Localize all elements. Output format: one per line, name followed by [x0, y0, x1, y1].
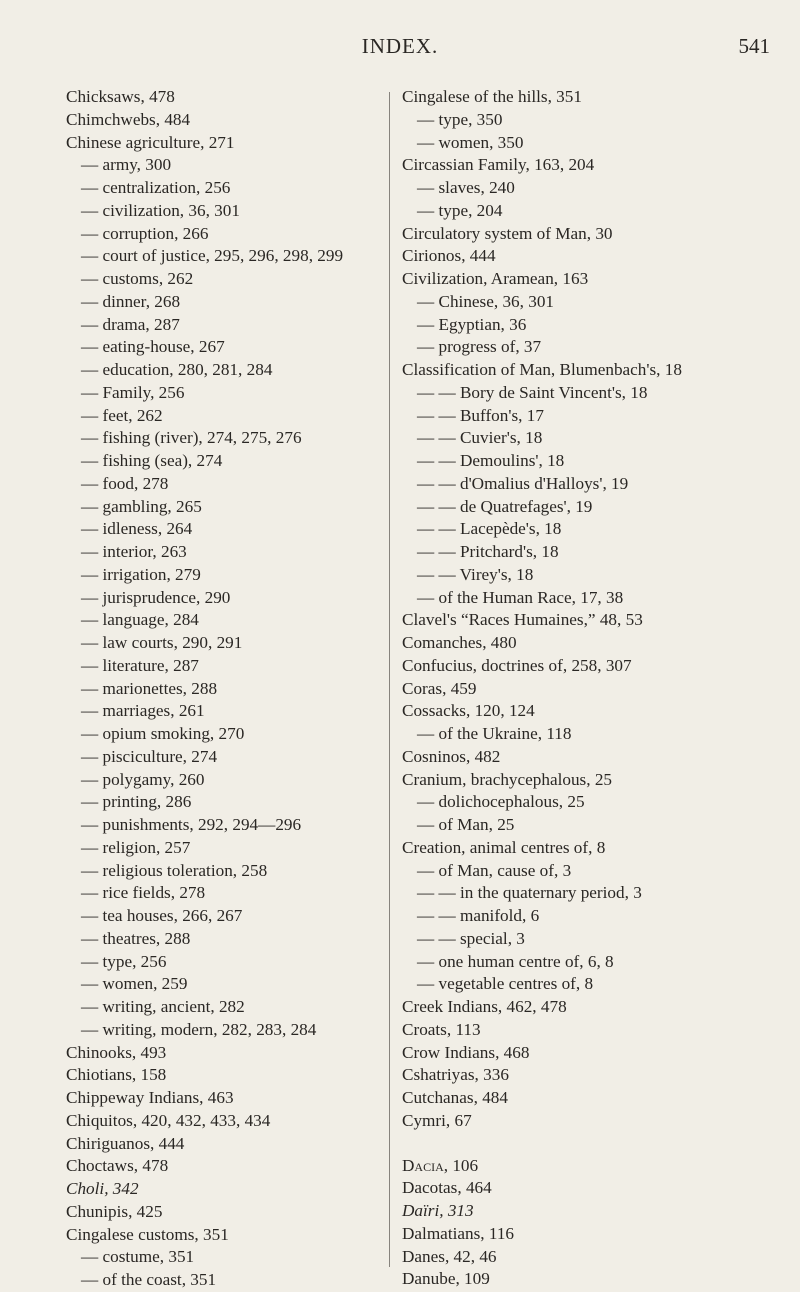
index-subentry: — law courts, 290, 291	[81, 633, 243, 652]
index-subentry: — dolichocephalous, 25	[417, 792, 585, 812]
index-subentry: — type, 256	[81, 951, 167, 971]
index-subentry: — customs, 262	[81, 269, 194, 288]
index-entry: Classification of Man, Blumenbach's, 18	[402, 360, 682, 379]
index-entry: Chinese agriculture, 271	[66, 132, 235, 152]
index-entry: Crow Indians, 468	[402, 1042, 530, 1062]
index-subentry: — religion, 257	[81, 837, 191, 857]
index-subentry: — one human centre of, 6, 8	[417, 951, 614, 971]
index-entry: Dalmatians, 116	[402, 1223, 515, 1243]
index-entry: Chimchwebs, 484	[66, 109, 191, 129]
index-entry: Confucius, doctrines of, 258, 307	[402, 655, 632, 675]
index-entry: Chinooks, 493	[66, 1042, 167, 1062]
index-subentry: — women, 259	[81, 974, 188, 994]
index-entry: Coras, 459	[402, 678, 477, 698]
index-subentry: — army, 300	[81, 155, 172, 175]
index-subentry: — Family, 256	[81, 382, 185, 402]
index-entry: Cymri, 67	[402, 1110, 472, 1130]
index-subentry: — of the Ukraine, 118	[417, 724, 572, 743]
index-subentry: — eating-house, 267	[81, 337, 225, 357]
index-subentry: — women, 350	[417, 132, 524, 152]
index-entry: Clavel's “Races Humaines,” 48, 53	[402, 610, 643, 630]
index-subentry: — education, 280, 281, 284	[81, 360, 273, 379]
index-entry: Cossacks, 120, 124	[402, 701, 535, 721]
index-subentry: — of Man, 25	[417, 815, 515, 834]
index-subentry: — writing, ancient, 282	[81, 997, 245, 1016]
left-index-column	[66, 86, 384, 1292]
index-subentry: — — Demoulins', 18	[417, 451, 565, 470]
index-subentry: — language, 284	[81, 610, 199, 630]
index-entry: Cingalese of the hills, 351	[402, 87, 582, 106]
index-subentry: — — Bory de Saint Vincent's, 18	[417, 382, 648, 402]
index-subentry: — fishing (river), 274, 275, 276	[81, 428, 302, 448]
index-entry: Comanches, 480	[402, 633, 517, 652]
index-entry: Circassian Family, 163, 204	[402, 155, 595, 175]
index-entry: Dacia, 106	[402, 1155, 479, 1175]
index-subentry: — dinner, 268	[81, 291, 181, 311]
index-subentry: — punishments, 292, 294—296	[81, 815, 302, 834]
index-subentry: — printing, 286	[81, 792, 192, 812]
index-subentry: — rice fields, 278	[81, 883, 206, 903]
index-entry: Cirionos, 444	[402, 246, 496, 266]
index-subentry: — tea houses, 266, 267	[81, 906, 243, 925]
index-subentry: — — manifold, 6	[417, 906, 540, 925]
index-entry: Chiriguanos, 444	[66, 1133, 185, 1153]
right-index-column	[402, 86, 782, 1291]
index-subentry: — feet, 262	[81, 405, 163, 425]
index-subentry: — religious toleration, 258	[81, 860, 268, 880]
index-entry: Chicksaws, 478	[66, 87, 175, 106]
index-subentry: — fishing (sea), 274	[81, 451, 223, 470]
index-subentry: — — Cuvier's, 18	[417, 428, 543, 448]
index-subentry: — — Virey's, 18	[417, 564, 534, 584]
index-entry: Creation, animal centres of, 8	[402, 837, 606, 857]
index-entry: Choli, 342	[66, 1179, 139, 1198]
index-entry: Chiotians, 158	[66, 1065, 167, 1085]
index-subentry: — irrigation, 279	[81, 564, 201, 584]
index-subentry: — costume, 351	[81, 1247, 195, 1267]
index-entry: Daïri, 313	[402, 1201, 474, 1220]
index-entry: Circulatory system of Man, 30	[402, 223, 613, 243]
index-entry: Cosninos, 482	[402, 746, 501, 766]
index-subentry: — — Pritchard's, 18	[417, 542, 559, 561]
index-subentry: — court of justice, 295, 296, 298, 299	[81, 246, 344, 266]
index-subentry: — — special, 3	[417, 928, 525, 948]
index-entry: Cingalese customs, 351	[66, 1224, 229, 1244]
index-subentry: — civilization, 36, 301	[81, 200, 240, 220]
index-subentry: — slaves, 240	[417, 178, 515, 197]
index-entry: Civilization, Aramean, 163	[402, 269, 589, 288]
index-subentry: — polygamy, 260	[81, 769, 205, 789]
index-subentry: — of Man, cause of, 3	[417, 860, 572, 880]
index-subentry: — — in the quaternary period, 3	[417, 883, 642, 903]
index-entry: Cshatriyas, 336	[402, 1065, 509, 1085]
index-entry: Dacotas, 464	[402, 1178, 492, 1198]
index-subentry: — — d'Omalius d'Halloys', 19	[417, 473, 629, 493]
page-number: 541	[738, 34, 770, 58]
column-divider	[389, 92, 390, 1267]
index-subentry: — — de Quatrefages', 19	[417, 496, 593, 516]
page-header	[0, 34, 800, 64]
index-entry: Danes, 42, 46	[402, 1246, 497, 1266]
index-subentry: — of the Human Race, 17, 38	[417, 587, 624, 607]
index-subentry: — jurisprudence, 290	[81, 587, 231, 607]
index-subentry: — type, 204	[417, 200, 503, 220]
page-title: INDEX.	[361, 34, 439, 58]
index-subentry: — writing, modern, 282, 283, 284	[81, 1019, 317, 1039]
index-subentry: — — Buffon's, 17	[417, 405, 544, 425]
index-subentry: — Chinese, 36, 301	[417, 291, 555, 311]
index-entry: Chunipis, 425	[66, 1201, 163, 1221]
index-subentry: — marionettes, 288	[81, 678, 218, 698]
index-subentry: — — Lacepède's, 18	[417, 519, 562, 539]
index-subentry: — Egyptian, 36	[417, 314, 527, 334]
index-subentry: — gambling, 265	[81, 496, 202, 516]
index-entry: Cutchanas, 484	[402, 1088, 508, 1107]
index-entry: Cranium, brachycephalous, 25	[402, 769, 613, 789]
index-subentry: — opium smoking, 270	[81, 724, 245, 743]
index-subentry: — food, 278	[81, 473, 169, 493]
index-subentry: — vegetable centres of, 8	[417, 974, 594, 994]
index-entry: Choctaws, 478	[66, 1156, 169, 1176]
index-subentry: — idleness, 264	[81, 519, 193, 539]
index-entry: Croats, 113	[402, 1019, 481, 1039]
index-subentry: — progress of, 37	[417, 337, 542, 357]
index-subentry: — type, 350	[417, 109, 503, 129]
index-subentry: — of the coast, 351	[81, 1270, 217, 1289]
index-subentry: — theatres, 288	[81, 928, 191, 948]
index-subentry: — drama, 287	[81, 314, 180, 334]
index-entry: Creek Indians, 462, 478	[402, 997, 567, 1016]
index-subentry: — literature, 287	[81, 655, 199, 675]
index-subentry: — marriages, 261	[81, 701, 205, 721]
index-subentry: — interior, 263	[81, 542, 187, 561]
index-entry: Chiquitos, 420, 432, 433, 434	[66, 1110, 271, 1130]
index-subentry: — centralization, 256	[81, 178, 231, 197]
index-entry: Danube, 109	[402, 1269, 490, 1289]
index-entry: Chippeway Indians, 463	[66, 1088, 234, 1107]
index-subentry: — corruption, 266	[81, 223, 209, 243]
index-subentry: — pisciculture, 274	[81, 746, 218, 766]
